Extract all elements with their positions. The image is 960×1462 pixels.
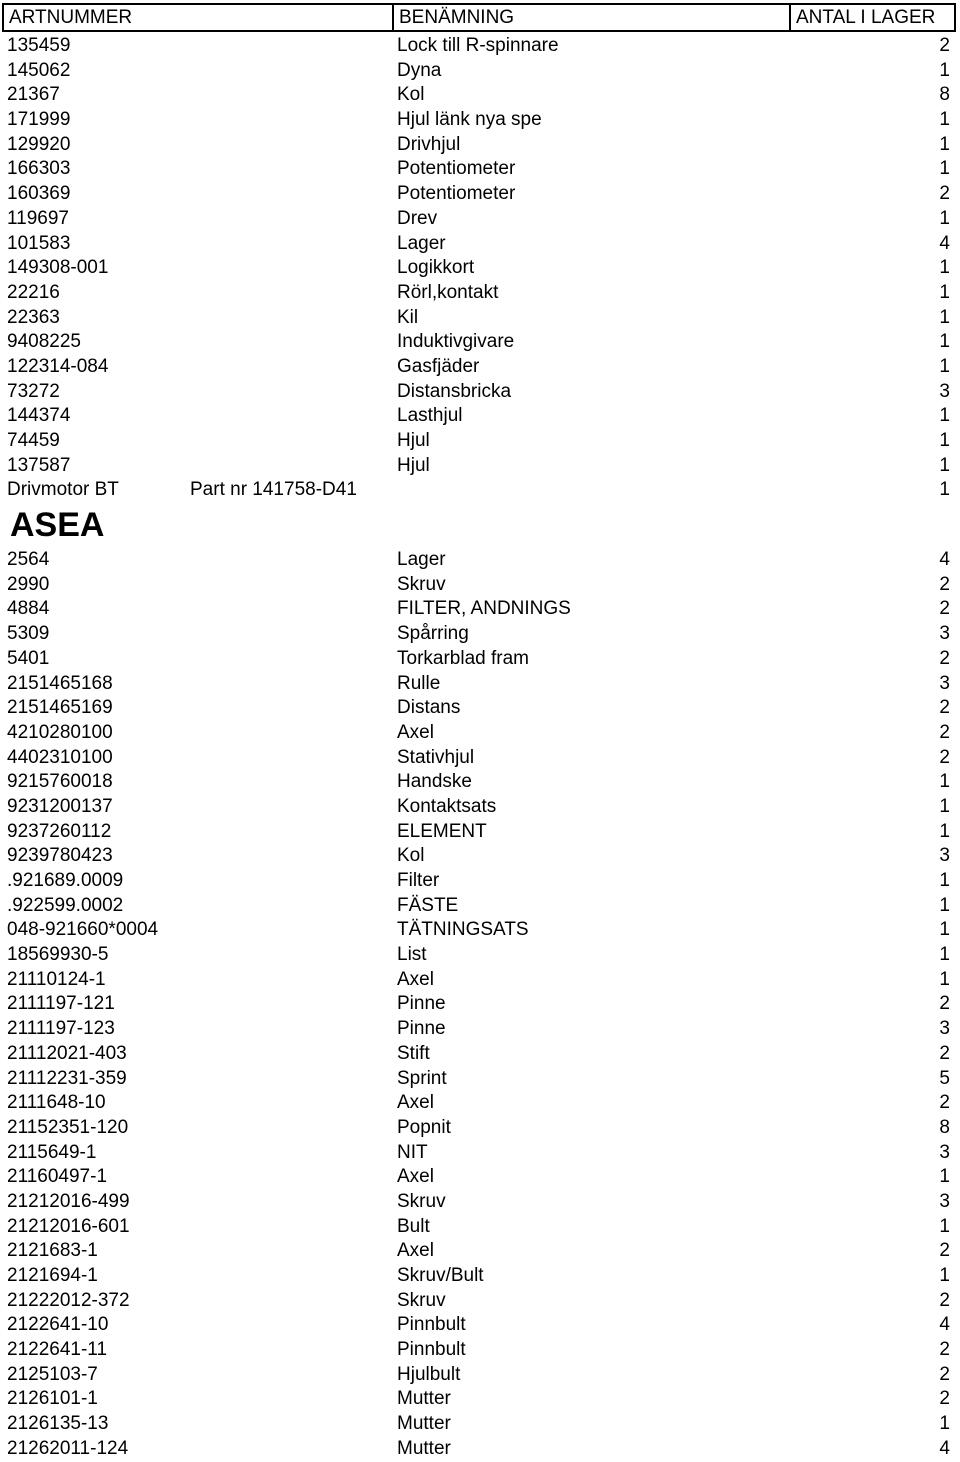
table-row bbox=[0, 1387, 960, 1412]
header-artnummer: ARTNUMMER bbox=[4, 5, 394, 30]
table-row bbox=[0, 721, 960, 746]
table-row bbox=[0, 844, 960, 869]
table-row bbox=[0, 770, 960, 795]
article-name: Stativhjul bbox=[397, 746, 475, 768]
stock-quantity: 3 bbox=[939, 380, 950, 402]
article-name: Rulle bbox=[397, 672, 441, 694]
article-name: Hjul länk nya spe bbox=[397, 109, 542, 131]
table-row bbox=[0, 1017, 960, 1042]
table-row bbox=[0, 207, 960, 232]
article-name: Axel bbox=[397, 721, 434, 743]
article-name: Gasfjäder bbox=[397, 355, 480, 377]
stock-quantity: 2 bbox=[939, 598, 950, 620]
table-row bbox=[0, 1067, 960, 1092]
stock-quantity: 2 bbox=[939, 1388, 950, 1410]
table-row bbox=[0, 404, 960, 429]
article-number: 5309 bbox=[7, 623, 50, 645]
table-row bbox=[0, 795, 960, 820]
stock-quantity: 3 bbox=[939, 1141, 950, 1163]
table-row bbox=[0, 622, 960, 647]
table-row bbox=[0, 869, 960, 894]
article-name: Spårring bbox=[397, 623, 469, 645]
article-number: 9215760018 bbox=[7, 771, 113, 793]
stock-quantity: 1 bbox=[939, 1166, 950, 1188]
article-name: Axel bbox=[397, 1092, 434, 1114]
article-name: Logikkort bbox=[397, 257, 475, 279]
stock-quantity: 1 bbox=[939, 59, 950, 81]
table-row bbox=[0, 59, 960, 84]
table-row bbox=[0, 355, 960, 380]
table-row bbox=[0, 573, 960, 598]
table-header bbox=[2, 3, 956, 32]
table-row bbox=[0, 108, 960, 133]
article-name: Torkarblad fram bbox=[397, 647, 529, 669]
article-name: Drev bbox=[397, 207, 438, 229]
article-number: 2151465168 bbox=[7, 672, 113, 694]
table-row bbox=[0, 281, 960, 306]
table-row bbox=[0, 746, 960, 771]
article-number: 2126135-13 bbox=[7, 1413, 109, 1435]
article-name: Axel bbox=[397, 968, 434, 990]
article-number: 4210280100 bbox=[7, 721, 113, 743]
article-name: Skruv bbox=[397, 1289, 446, 1311]
article-number: 2122641-11 bbox=[7, 1339, 108, 1361]
header-benamning: BENÄMNING bbox=[394, 5, 791, 30]
stock-quantity: 4 bbox=[939, 549, 950, 571]
table-row bbox=[0, 1042, 960, 1067]
article-name: Pinne bbox=[397, 1018, 446, 1040]
article-number: 145062 bbox=[7, 59, 71, 81]
header-antal: ANTAL I LAGER bbox=[796, 7, 936, 28]
article-name: Lock till R-spinnare bbox=[397, 35, 559, 56]
table-row bbox=[0, 1116, 960, 1141]
stock-quantity: 1 bbox=[939, 281, 950, 303]
stock-quantity: 1 bbox=[939, 158, 950, 180]
article-number: 2151465169 bbox=[7, 697, 113, 719]
article-name: Pinnbult bbox=[397, 1339, 466, 1361]
table-row bbox=[0, 1141, 960, 1166]
stock-quantity: 4 bbox=[939, 232, 950, 254]
article-name: Pinne bbox=[397, 993, 446, 1015]
table-row bbox=[0, 992, 960, 1017]
article-number: 22216 bbox=[7, 281, 60, 303]
article-name: Kontaktsats bbox=[397, 795, 497, 817]
table-row bbox=[0, 647, 960, 672]
article-name: Sprint bbox=[397, 1067, 447, 1089]
inventory-list bbox=[0, 34, 960, 1462]
article-name: Skruv bbox=[397, 1190, 446, 1212]
table-row bbox=[0, 1264, 960, 1289]
article-name: Lasthjul bbox=[397, 405, 463, 427]
table-row bbox=[0, 157, 960, 182]
table-row bbox=[0, 306, 960, 331]
article-number: 9239780423 bbox=[7, 845, 113, 867]
part-number: Part nr 141758-D41 bbox=[190, 479, 357, 501]
stock-quantity: 4 bbox=[939, 1314, 950, 1336]
table-row bbox=[0, 894, 960, 919]
stock-quantity: 1 bbox=[939, 1413, 950, 1435]
table-row bbox=[0, 696, 960, 721]
article-number: 2121694-1 bbox=[7, 1265, 98, 1286]
article-name: Filter bbox=[397, 870, 440, 891]
article-name: Lager bbox=[397, 549, 446, 571]
article-number: 9231200137 bbox=[7, 795, 113, 817]
article-name: Hjul bbox=[397, 454, 430, 476]
article-name: Potentiometer bbox=[397, 158, 516, 180]
stock-quantity: 2 bbox=[939, 1240, 950, 1262]
stock-quantity: 3 bbox=[939, 845, 950, 867]
article-name: Potentiometer bbox=[397, 183, 516, 205]
article-number: 21112021-403 bbox=[7, 1042, 127, 1064]
article-name: List bbox=[397, 944, 427, 966]
article-name: Axel bbox=[397, 1166, 434, 1188]
stock-quantity: 1 bbox=[939, 405, 950, 427]
stock-quantity: 2 bbox=[939, 1042, 950, 1064]
article-number: 048-921660*0004 bbox=[7, 919, 159, 941]
stock-quantity: 4 bbox=[939, 1437, 950, 1459]
article-number: 166303 bbox=[7, 158, 71, 180]
stock-quantity: 1 bbox=[939, 870, 950, 891]
article-number: 4402310100 bbox=[7, 746, 113, 768]
article-number: 5401 bbox=[7, 647, 50, 669]
article-name: FILTER, ANDNINGS bbox=[397, 598, 571, 620]
article-number: 4884 bbox=[7, 598, 50, 620]
article-name: Skruv/Bult bbox=[397, 1265, 484, 1286]
stock-quantity: 2 bbox=[939, 1289, 950, 1311]
article-name: Handske bbox=[397, 771, 472, 793]
table-row bbox=[0, 182, 960, 207]
article-number: 21222012-372 bbox=[7, 1289, 130, 1311]
article-name: Mutter bbox=[397, 1437, 451, 1459]
stock-quantity: 1 bbox=[939, 207, 950, 229]
stock-quantity: 2 bbox=[939, 183, 950, 205]
article-number: 18569930-5 bbox=[7, 944, 109, 966]
table-row bbox=[0, 1215, 960, 1240]
stock-quantity: 1 bbox=[939, 894, 950, 916]
stock-quantity: 2 bbox=[939, 1339, 950, 1361]
table-row bbox=[0, 34, 960, 59]
table-row bbox=[0, 1239, 960, 1264]
article-number: 74459 bbox=[7, 430, 60, 451]
table-row bbox=[0, 597, 960, 622]
article-number: 21112231-359 bbox=[7, 1067, 127, 1089]
table-row bbox=[0, 672, 960, 697]
article-number: 21367 bbox=[7, 84, 60, 106]
table-row bbox=[0, 454, 960, 479]
article-number: 21212016-499 bbox=[7, 1190, 130, 1212]
article-number: 2564 bbox=[7, 549, 50, 571]
article-name: Mutter bbox=[397, 1388, 451, 1410]
article-name: Mutter bbox=[397, 1413, 451, 1435]
article-number: .921689.0009 bbox=[7, 870, 124, 891]
article-number: 21152351-120 bbox=[7, 1116, 129, 1138]
article-name: Hjulbult bbox=[397, 1363, 461, 1385]
article-name: Stift bbox=[397, 1042, 430, 1064]
stock-quantity: 1 bbox=[939, 133, 950, 155]
table-row bbox=[0, 1091, 960, 1116]
article-number: 160369 bbox=[7, 183, 71, 205]
stock-quantity: 1 bbox=[939, 771, 950, 793]
table-row bbox=[0, 1412, 960, 1437]
table-row bbox=[0, 429, 960, 454]
stock-quantity: 2 bbox=[939, 573, 950, 595]
stock-quantity: 2 bbox=[939, 35, 950, 56]
article-name: Kol bbox=[397, 845, 425, 867]
article-number: Drivmotor BT bbox=[7, 479, 119, 501]
section-title: ASEA bbox=[10, 506, 105, 545]
article-name: TÄTNINGSATS bbox=[397, 919, 529, 941]
article-name: Drivhjul bbox=[397, 133, 461, 155]
stock-quantity: 1 bbox=[939, 820, 950, 842]
table-row bbox=[0, 83, 960, 108]
table-row bbox=[0, 1363, 960, 1388]
article-number: 9408225 bbox=[7, 331, 81, 353]
stock-quantity: 1 bbox=[939, 454, 950, 476]
stock-quantity: 1 bbox=[939, 109, 950, 131]
table-row bbox=[0, 1190, 960, 1215]
table-row bbox=[0, 820, 960, 845]
stock-quantity: 3 bbox=[939, 623, 950, 645]
table-row bbox=[0, 330, 960, 355]
stock-quantity: 1 bbox=[939, 430, 950, 451]
article-number: 21262011-124 bbox=[7, 1437, 129, 1459]
stock-quantity: 8 bbox=[939, 1116, 950, 1138]
table-row bbox=[0, 133, 960, 158]
stock-quantity: 1 bbox=[939, 795, 950, 817]
stock-quantity: 1 bbox=[939, 257, 950, 279]
table-row bbox=[0, 232, 960, 257]
stock-quantity: 5 bbox=[939, 1067, 950, 1089]
table-row bbox=[0, 968, 960, 993]
article-name: Induktivgivare bbox=[397, 331, 515, 353]
table-row-drivmotor bbox=[0, 478, 960, 503]
article-number: 2126101-1 bbox=[7, 1388, 98, 1410]
stock-quantity: 1 bbox=[939, 355, 950, 377]
article-name: Rörl,kontakt bbox=[397, 281, 499, 303]
article-number: 171999 bbox=[7, 109, 71, 131]
article-name: ELEMENT bbox=[397, 820, 487, 842]
table-row bbox=[0, 943, 960, 968]
article-name: NIT bbox=[397, 1141, 428, 1163]
stock-quantity: 2 bbox=[939, 1092, 950, 1114]
article-number: 21110124-1 bbox=[7, 968, 106, 990]
article-number: 119697 bbox=[7, 207, 69, 229]
article-name: Lager bbox=[397, 232, 446, 254]
article-number: 2990 bbox=[7, 573, 50, 595]
table-row bbox=[0, 1313, 960, 1338]
stock-quantity: 3 bbox=[939, 672, 950, 694]
article-name: Distans bbox=[397, 697, 461, 719]
article-name: Skruv bbox=[397, 573, 446, 595]
article-number: 2111648-10 bbox=[7, 1092, 106, 1114]
stock-quantity: 3 bbox=[939, 1190, 950, 1212]
article-number: 2111197-123 bbox=[7, 1018, 115, 1040]
stock-quantity: 1 bbox=[939, 306, 950, 328]
article-number: 21160497-1 bbox=[7, 1166, 108, 1188]
article-name: Kil bbox=[397, 306, 419, 328]
article-name: Hjul bbox=[397, 430, 430, 451]
article-number: 2125103-7 bbox=[7, 1363, 98, 1385]
article-name: FÄSTE bbox=[397, 894, 459, 916]
article-number: 122314-084 bbox=[7, 355, 109, 377]
stock-quantity: 1 bbox=[939, 944, 950, 966]
table-row bbox=[0, 1437, 960, 1462]
table-row bbox=[0, 256, 960, 281]
stock-quantity: 1 bbox=[939, 1215, 950, 1237]
article-name: Dyna bbox=[397, 59, 442, 81]
table-row bbox=[0, 1165, 960, 1190]
stock-quantity: 1 bbox=[939, 968, 950, 990]
article-name: Kol bbox=[397, 84, 425, 106]
stock-quantity: 2 bbox=[939, 1363, 950, 1385]
article-name: Bult bbox=[397, 1215, 430, 1237]
stock-quantity: 2 bbox=[939, 746, 950, 768]
article-number: 149308-001 bbox=[7, 257, 109, 279]
article-number: 144374 bbox=[7, 405, 71, 427]
article-number: 101583 bbox=[7, 232, 71, 254]
stock-quantity: 1 bbox=[939, 331, 950, 353]
stock-quantity: 2 bbox=[939, 993, 950, 1015]
article-number: 2122641-10 bbox=[7, 1314, 109, 1336]
table-row bbox=[0, 380, 960, 405]
stock-quantity: 2 bbox=[939, 697, 950, 719]
article-number: 137587 bbox=[7, 454, 71, 476]
stock-quantity: 1 bbox=[939, 1265, 950, 1286]
stock-quantity: 1 bbox=[939, 479, 950, 501]
article-number: 2121683-1 bbox=[7, 1240, 98, 1262]
table-row bbox=[0, 1289, 960, 1314]
article-number: 2115649-1 bbox=[7, 1141, 97, 1163]
table-row bbox=[0, 1338, 960, 1363]
table-row bbox=[0, 548, 960, 573]
article-name: Axel bbox=[397, 1240, 434, 1262]
stock-quantity: 3 bbox=[939, 1018, 950, 1040]
article-number: 73272 bbox=[7, 380, 60, 402]
stock-quantity: 8 bbox=[939, 84, 950, 106]
article-number: 2111197-121 bbox=[7, 993, 115, 1015]
article-number: 9237260112 bbox=[7, 820, 112, 842]
stock-quantity: 2 bbox=[939, 647, 950, 669]
article-number: .922599.0002 bbox=[7, 894, 124, 916]
article-number: 129920 bbox=[7, 133, 71, 155]
table-row bbox=[0, 918, 960, 943]
article-number: 22363 bbox=[7, 306, 60, 328]
article-name: Popnit bbox=[397, 1116, 451, 1138]
stock-quantity: 1 bbox=[939, 919, 950, 941]
article-name: Pinnbult bbox=[397, 1314, 466, 1336]
article-number: 135459 bbox=[7, 35, 71, 56]
article-name: Distansbricka bbox=[397, 380, 512, 402]
stock-quantity: 2 bbox=[939, 721, 950, 743]
article-number: 21212016-601 bbox=[7, 1215, 130, 1237]
